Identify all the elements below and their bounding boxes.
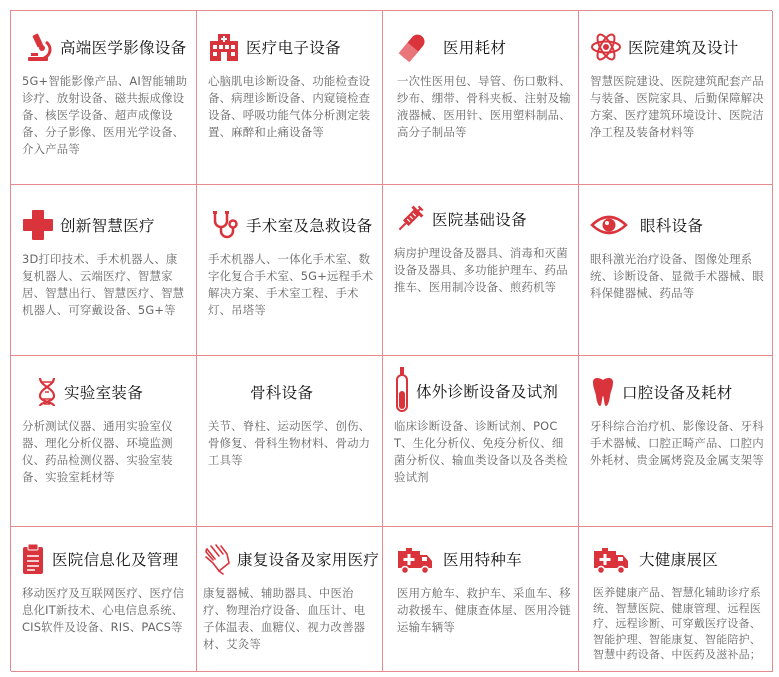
card-header (208, 374, 375, 410)
category-card-surgery[interactable] (197, 185, 383, 356)
card-header (208, 29, 375, 65)
card-description: 一次性医用包、导管、伤口敷料、纱布、绷带、骨科夹板、注射及输液器械、医用针、医用塑料制品、高分子制品等 (397, 74, 571, 139)
category-card-architecture[interactable] (579, 11, 773, 185)
card-header (203, 541, 380, 577)
card-description: 分析测试仪器、通用实验室仪器、理化分析仪器、环境监测仪、药品检测仪器、实验室装备、实验室耗材等 (22, 419, 173, 484)
category-card-laboratory[interactable] (11, 356, 197, 527)
category-card-dental[interactable] (579, 356, 773, 527)
card-title: 医院基础设备 (432, 211, 527, 229)
category-card-ivd[interactable] (383, 356, 579, 527)
ambulance-icon (397, 543, 433, 575)
eye-icon (590, 209, 628, 241)
card-title: 手术室及急救设备 (246, 217, 373, 235)
category-card-special-vehicles[interactable] (383, 527, 579, 672)
glove-icon (203, 543, 235, 575)
card-title: 体外诊断设备及试剂 (416, 383, 559, 401)
category-card-information[interactable] (11, 527, 197, 672)
ambulance-icon (593, 543, 629, 575)
card-header (394, 366, 571, 416)
category-card-smart-medical[interactable] (11, 185, 197, 356)
category-card-basic-equipment[interactable] (383, 185, 579, 356)
card-title: 大健康展区 (639, 551, 719, 569)
tooth-icon (590, 376, 616, 408)
card-header (394, 201, 571, 237)
card-description: 移动医疗及互联网医疗、医疗信息化IT新技术、心电信息系统、CIS软件及设备、RIS、PACS等 (22, 586, 185, 634)
card-description: 智慧医院建设、医院建筑配套产品与装备、医院家具、后勤保障解决方案、医疗建筑环境设计、医院洁净工程及装备材料等 (590, 74, 764, 139)
card-title: 创新智慧医疗 (60, 217, 155, 235)
category-card-consumables[interactable] (383, 11, 579, 185)
card-description: 医用方舱车、救护车、采血车、移动救援车、健康查体屋、医用冷链运输车辆等 (397, 586, 571, 634)
card-header (397, 29, 571, 65)
card-description: 3D打印技术、手术机器人、康复机器人、云端医疗、智慧家居、智慧出行、智慧医疗、智慧机器人、可穿戴设备、5G+等 (22, 252, 185, 317)
card-header (22, 374, 189, 410)
card-description: 关节、脊柱、运动医学、创伤、骨修复、骨科生物材料、骨动力工具等 (208, 419, 371, 467)
card-description: 临床诊断设备、诊断试剂、POCT、生化分析仪、免疫分析仪、细菌分析仪、输血类设备以及各类检验试剂 (394, 419, 568, 484)
card-title: 医用耗材 (443, 39, 507, 57)
category-card-rehabilitation[interactable] (197, 527, 383, 672)
card-header (22, 541, 189, 577)
card-title: 骨科设备 (250, 384, 314, 402)
card-header (590, 374, 765, 410)
card-title: 眼科设备 (640, 217, 704, 235)
card-description: 医养健康产品、智慧化辅助诊疗系统、智慧医院、健康管理、远程医疗、远程诊断、可穿戴医疗设备、智能护理、智能康复、智能陪护、智慧中药设备、中医药及滋补品； (593, 586, 761, 661)
card-title: 实验室装备 (64, 384, 144, 402)
clipboard-icon (22, 543, 44, 575)
card-header (22, 29, 189, 65)
category-card-imaging[interactable] (11, 11, 197, 185)
syringe-icon (394, 203, 426, 235)
test-tube-icon (394, 367, 410, 415)
card-title: 医疗电子设备 (246, 39, 341, 57)
card-title: 高端医学影像设备 (60, 39, 187, 57)
card-description: 牙科综合治疗机、影像设备、牙科手术器械、口腔正畸产品、口腔内外耗材、贵金属烤瓷及金属支架等 (590, 419, 764, 467)
medical-cross-icon (22, 209, 54, 241)
card-header (397, 541, 571, 577)
card-title: 医院信息化及管理 (52, 551, 179, 569)
card-description: 病房护理设备及器具、消毒和灭菌设备及器具、多功能护理车、药品推车、医用制冷设备、煎药机等 (394, 246, 568, 294)
category-card-ophthalmology[interactable] (579, 185, 773, 356)
card-title: 医院建筑及设计 (628, 39, 739, 57)
card-description: 心脑肌电诊断设备、功能检查设备、病理诊断设备、内窥镜检查设备、呼吸功能气体分析测定装置、麻醉和止痛设备等 (208, 74, 371, 139)
category-grid (10, 10, 772, 671)
card-header (590, 207, 765, 243)
card-description: 眼科激光治疗设备、图像处理系统、诊断设备、显微手术器械、眼科保健器械、药品等 (590, 252, 764, 300)
card-header (593, 541, 765, 577)
dna-icon (36, 376, 58, 408)
atom-icon (590, 31, 622, 63)
category-card-orthopedics[interactable] (197, 356, 383, 527)
stethoscope-icon (208, 209, 240, 241)
card-header (208, 207, 375, 243)
card-description: 康复器械、辅助器具、中医治疗、物理治疗设备、血压计、电子体温表、血糖仪、视力改善器材、艾灸等 (203, 586, 366, 651)
hospital-icon (208, 31, 240, 63)
category-card-electronics[interactable] (197, 11, 383, 185)
microscope-icon (22, 31, 54, 63)
category-card-big-health[interactable] (579, 527, 773, 672)
card-header (22, 207, 189, 243)
card-title: 康复设备及家用医疗 (237, 551, 380, 569)
card-description: 手术机器人、一体化手术室、数字化复合手术室、5G+远程手术解决方案、手术室工程、手术灯、吊塔等 (208, 252, 374, 317)
card-description: 5G+智能影像产品、AI智能辅助诊疗、放射设备、磁共振成像设备、核医学设备、超声成像设备、分子影像、医用光学设备、介入产品等 (22, 74, 188, 156)
card-title: 口腔设备及耗材 (622, 384, 733, 402)
capsule-icon (397, 31, 429, 63)
card-header (590, 29, 765, 65)
card-title: 医用特种车 (443, 551, 523, 569)
